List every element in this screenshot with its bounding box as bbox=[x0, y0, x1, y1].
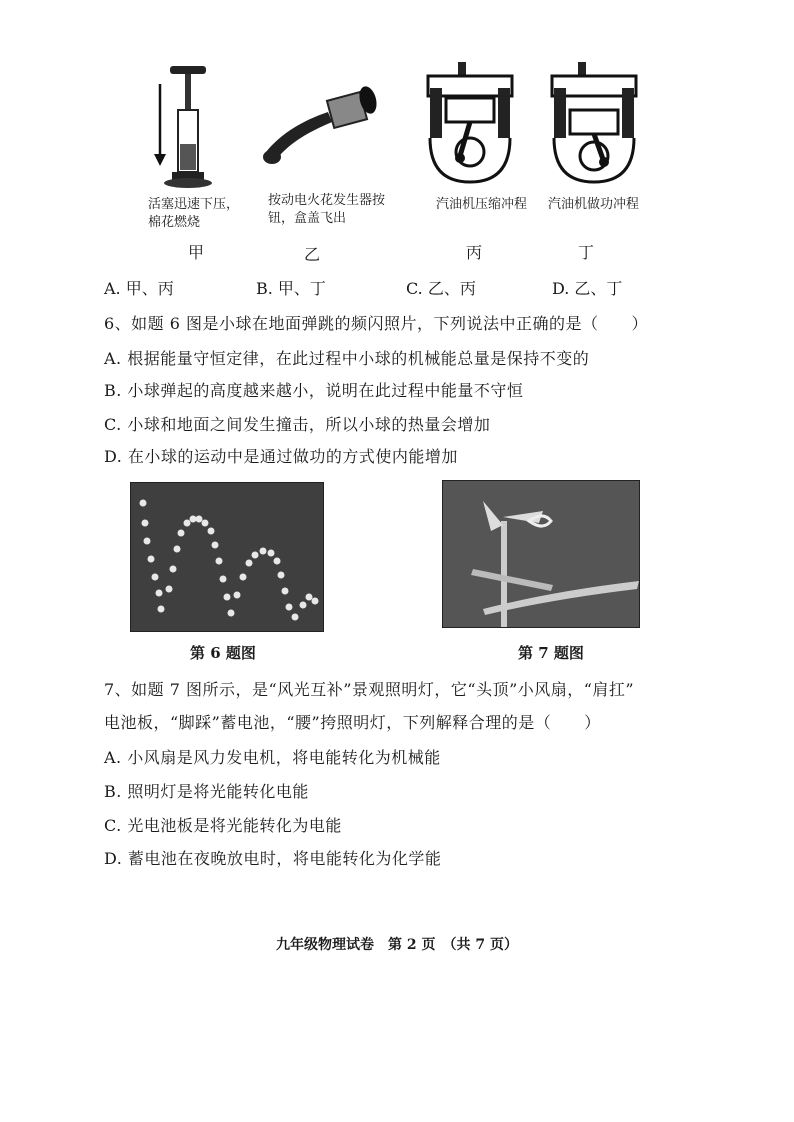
bouncing-ball-photo bbox=[130, 482, 324, 632]
q5-option-a[interactable]: A. 甲、丙 bbox=[104, 279, 174, 298]
q6-option-a[interactable]: A. 根据能量守恒定律，在此过程中小球的机械能总量是保持不变的 bbox=[104, 349, 590, 368]
figure-label-yi: 乙 bbox=[304, 245, 321, 264]
piston-pump-icon bbox=[150, 62, 220, 192]
figure-caption-jia: 活塞迅速下压， 棉花燃烧 bbox=[148, 197, 240, 230]
q5-option-d[interactable]: D. 乙、丁 bbox=[552, 279, 623, 298]
q7-stem-line2: 电池板，“脚踩”蓄电池，“腰”挎照明灯，下列解释合理的是（ ） bbox=[104, 713, 601, 732]
q5-option-c[interactable]: C. 乙、丙 bbox=[406, 279, 476, 298]
figure-caption-bing: 汽油机压缩冲程 bbox=[436, 197, 528, 212]
q6-stem: 6、如题 6 图是小球在地面弹跳的频闪照片，下列说法中正确的是（ ） bbox=[104, 314, 649, 333]
page-footer: 九年级物理试卷 第 2 页 （共 7 页） bbox=[276, 937, 518, 953]
q5-option-b[interactable]: B. 甲、丁 bbox=[256, 279, 326, 298]
wind-solar-lamp-photo bbox=[442, 480, 640, 628]
q7-stem-line1: 7、如题 7 图所示，是“风光互补”景观照明灯，它“头顶”小风扇，“肩扛” bbox=[104, 680, 635, 699]
q7-option-d[interactable]: D. 蓄电池在夜晚放电时，将电能转化为化学能 bbox=[104, 849, 442, 868]
q6-option-b[interactable]: B. 小球弹起的高度越来越小，说明在此过程中能量不守恒 bbox=[104, 381, 524, 400]
figure-caption-yi: 按动电火花发生器按 钮，盒盖飞出 bbox=[268, 193, 386, 226]
q7-option-c[interactable]: C. 光电池板是将光能转化为电能 bbox=[104, 816, 342, 835]
figure-label-jia: 甲 bbox=[188, 243, 205, 262]
photo-caption-7: 第 7 题图 bbox=[518, 644, 584, 662]
photo-caption-6: 第 6 题图 bbox=[190, 644, 256, 662]
figure-label-ding: 丁 bbox=[578, 243, 595, 262]
q7-option-b[interactable]: B. 照明灯是将光能转化电能 bbox=[104, 782, 309, 801]
engine-power-icon bbox=[544, 58, 644, 188]
q6-option-c[interactable]: C. 小球和地面之间发生撞击，所以小球的热量会增加 bbox=[104, 415, 491, 434]
q6-option-d[interactable]: D. 在小球的运动中是通过做功的方式使内能增加 bbox=[104, 447, 458, 466]
q7-option-a[interactable]: A. 小风扇是风力发电机，将电能转化为机械能 bbox=[104, 748, 441, 767]
figure-caption-ding: 汽油机做功冲程 bbox=[548, 197, 640, 212]
engine-compression-icon bbox=[420, 58, 520, 188]
spark-generator-icon bbox=[258, 82, 388, 172]
figure-label-bing: 丙 bbox=[466, 243, 483, 262]
